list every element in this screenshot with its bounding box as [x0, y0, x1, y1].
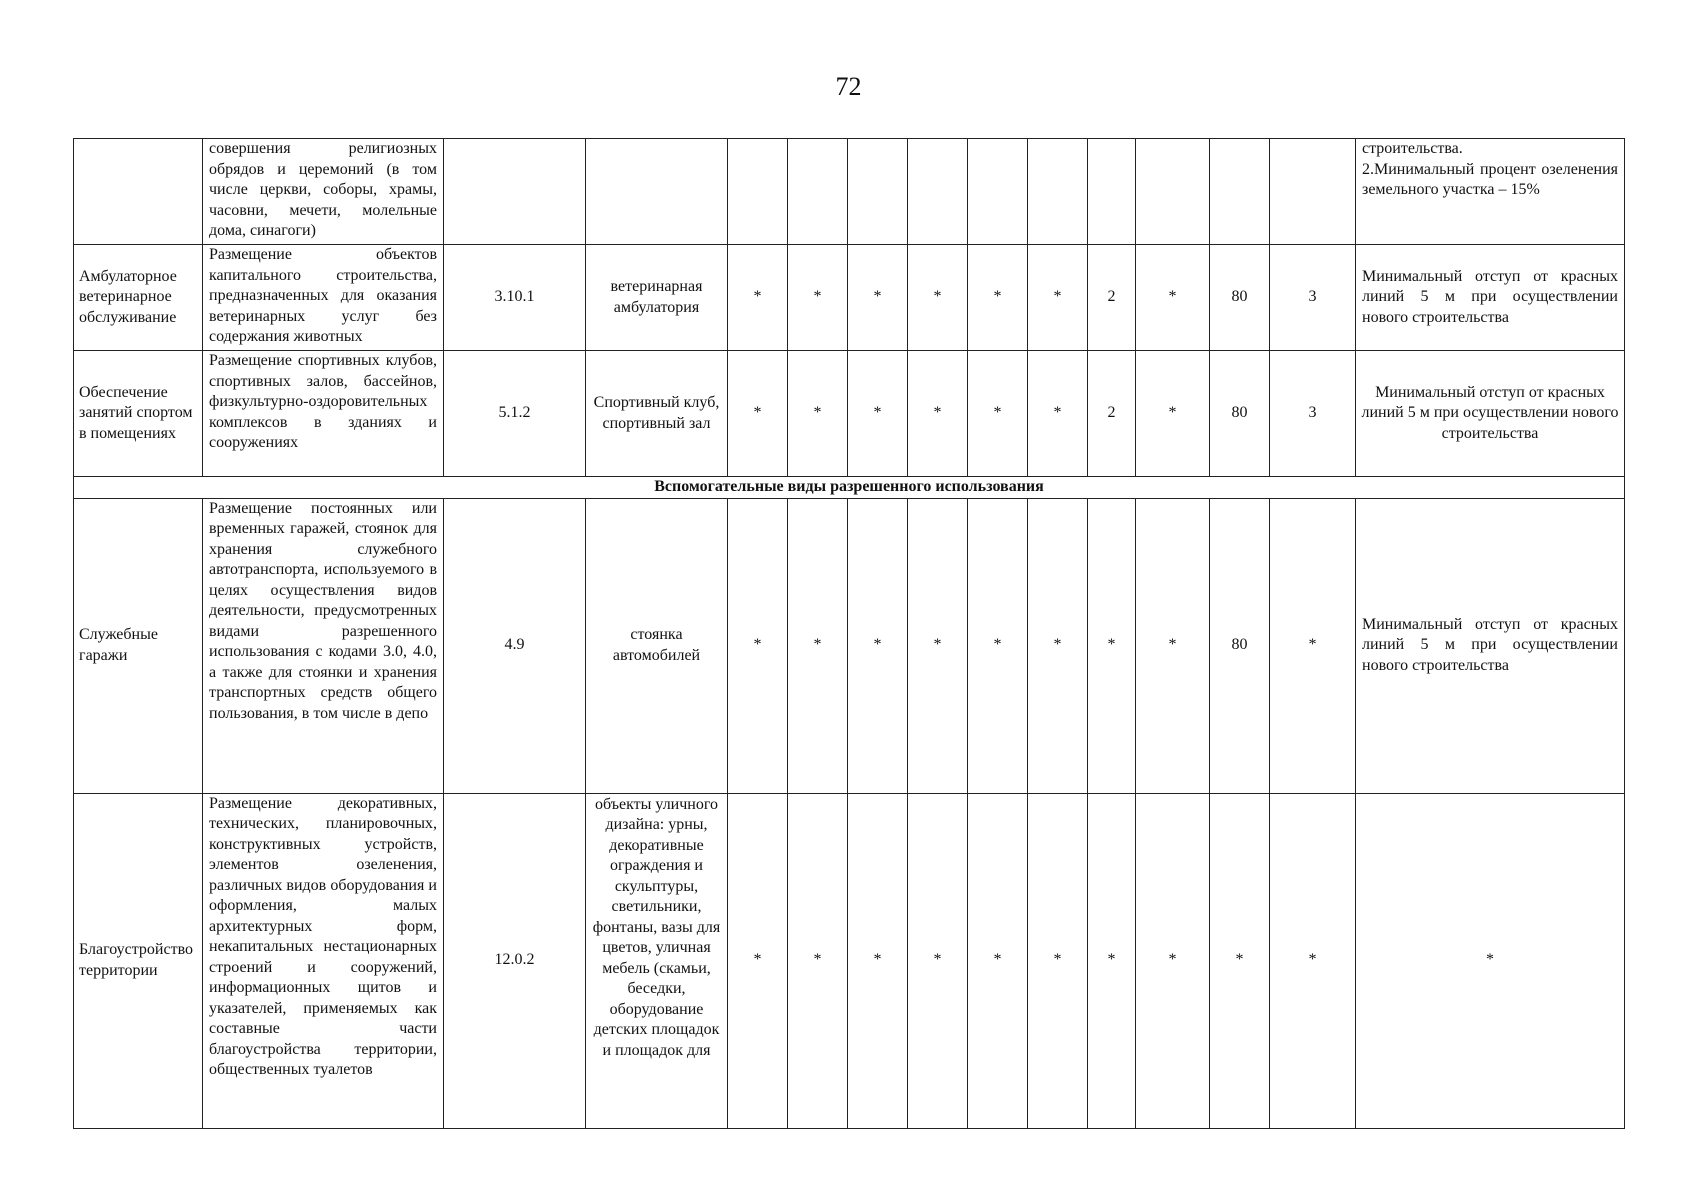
- param-cell: 2: [1088, 245, 1136, 351]
- object-cell: стоянка автомобилей: [586, 498, 728, 793]
- param-cell: *: [908, 351, 968, 477]
- param-cell: *: [788, 351, 848, 477]
- use-name-cell: Благоустройство территории: [74, 793, 203, 1128]
- param-cell: *: [1136, 498, 1210, 793]
- use-name-cell: [74, 139, 203, 245]
- param-cell: *: [908, 245, 968, 351]
- param-cell: *: [1088, 498, 1136, 793]
- param-cell: [728, 139, 788, 245]
- table-row: [74, 245, 1625, 351]
- param-cell: *: [968, 245, 1028, 351]
- param-cell: 80: [1210, 351, 1270, 477]
- param-cell: *: [1270, 498, 1356, 793]
- param-cell: [1210, 139, 1270, 245]
- notes-cell: Минимальный отступ от красных линий 5 м при осуществлении нового строительства: [1356, 351, 1625, 477]
- param-cell: 2: [1088, 351, 1136, 477]
- param-cell: *: [1270, 793, 1356, 1128]
- description-cell: совершения религиозных обрядов и церемоний (в том числе церкви, соборы, храмы, часовни, мечети, молельные дома, синагоги): [203, 139, 444, 245]
- param-cell: *: [968, 498, 1028, 793]
- param-cell: 3: [1270, 245, 1356, 351]
- code-cell: 3.10.1: [444, 245, 586, 351]
- section-heading: Вспомогательные виды разрешенного использования: [74, 477, 1625, 499]
- table-row: [74, 139, 1625, 245]
- description-cell: Размещение объектов капитального строительства, предназначенных для оказания ветеринарных услуг без содержания животных: [203, 245, 444, 351]
- param-cell: [1088, 139, 1136, 245]
- code-cell: [444, 139, 586, 245]
- param-cell: [1028, 139, 1088, 245]
- description-cell: Размещение спортивных клубов, спортивных залов, бассейнов, физкультурно-оздоровительных комплексов в зданиях и сооружениях: [203, 351, 444, 477]
- param-cell: *: [788, 245, 848, 351]
- param-cell: *: [1210, 793, 1270, 1128]
- param-cell: *: [1028, 351, 1088, 477]
- param-cell: [1270, 139, 1356, 245]
- param-cell: *: [1136, 245, 1210, 351]
- param-cell: [848, 139, 908, 245]
- notes-cell: Минимальный отступ от красных линий 5 м при осуществлении нового строительства: [1356, 245, 1625, 351]
- param-cell: [1136, 139, 1210, 245]
- code-cell: 5.1.2: [444, 351, 586, 477]
- use-name-cell: Амбулаторное ветеринарное обслуживание: [74, 245, 203, 351]
- description-cell: Размещение постоянных или временных гаражей, стоянок для хранения служебного автотранспорта, используемого в целях осуществления видов деятельности, предусмотренных видами разрешенного использования с кодами 3.0, 4.0, а также для стоянки и хранения транспортных средств общего пользования, в том числе в депо: [203, 498, 444, 793]
- object-cell: ветеринарная амбулатория: [586, 245, 728, 351]
- page-number: 72: [835, 72, 862, 101]
- param-cell: *: [848, 351, 908, 477]
- table-row: [74, 351, 1625, 477]
- param-cell: [968, 139, 1028, 245]
- param-cell: 3: [1270, 351, 1356, 477]
- param-cell: *: [728, 498, 788, 793]
- zoning-table: [73, 138, 1625, 1129]
- use-name-cell: Служебные гаражи: [74, 498, 203, 793]
- param-cell: *: [968, 793, 1028, 1128]
- param-cell: *: [1028, 245, 1088, 351]
- param-cell: 80: [1210, 498, 1270, 793]
- description-cell: Размещение декоративных, технических, планировочных, конструктивных устройств, элементов озеленения, различных видов оборудования и оформления, малых архитектурных форм, некапитальных нестационарных строений и сооружений, информационных щитов и указателей, применяемых как составные части благоустройства территории, общественных туалетов: [203, 793, 444, 1128]
- param-cell: *: [848, 245, 908, 351]
- notes-cell: *: [1356, 793, 1625, 1128]
- param-cell: *: [1028, 498, 1088, 793]
- param-cell: *: [788, 793, 848, 1128]
- param-cell: *: [788, 498, 848, 793]
- param-cell: [788, 139, 848, 245]
- object-cell: объекты уличного дизайна: урны, декоративные ограждения и скульптуры, светильники, фонтаны, вазы для цветов, уличная мебель (скамьи, беседки, оборудование детских площадок и площадок для: [586, 793, 728, 1128]
- param-cell: *: [908, 793, 968, 1128]
- code-cell: 12.0.2: [444, 793, 586, 1128]
- param-cell: *: [1088, 793, 1136, 1128]
- param-cell: *: [908, 498, 968, 793]
- param-cell: *: [1136, 351, 1210, 477]
- use-name-cell: Обеспечение занятий спортом в помещениях: [74, 351, 203, 477]
- section-row: [74, 477, 1625, 499]
- param-cell: *: [848, 498, 908, 793]
- param-cell: *: [968, 351, 1028, 477]
- param-cell: [908, 139, 968, 245]
- table-row: [74, 793, 1625, 1128]
- table-row: [74, 498, 1625, 793]
- param-cell: *: [1136, 793, 1210, 1128]
- object-cell: Спортивный клуб, спортивный зал: [586, 351, 728, 477]
- param-cell: *: [1028, 793, 1088, 1128]
- notes-cell: Минимальный отступ от красных линий 5 м при осуществлении нового строительства: [1356, 498, 1625, 793]
- param-cell: *: [728, 351, 788, 477]
- object-cell: [586, 139, 728, 245]
- code-cell: 4.9: [444, 498, 586, 793]
- param-cell: *: [728, 245, 788, 351]
- param-cell: *: [848, 793, 908, 1128]
- notes-cell: строительства. 2.Минимальный процент озеленения земельного участка – 15%: [1356, 139, 1625, 245]
- param-cell: *: [728, 793, 788, 1128]
- param-cell: 80: [1210, 245, 1270, 351]
